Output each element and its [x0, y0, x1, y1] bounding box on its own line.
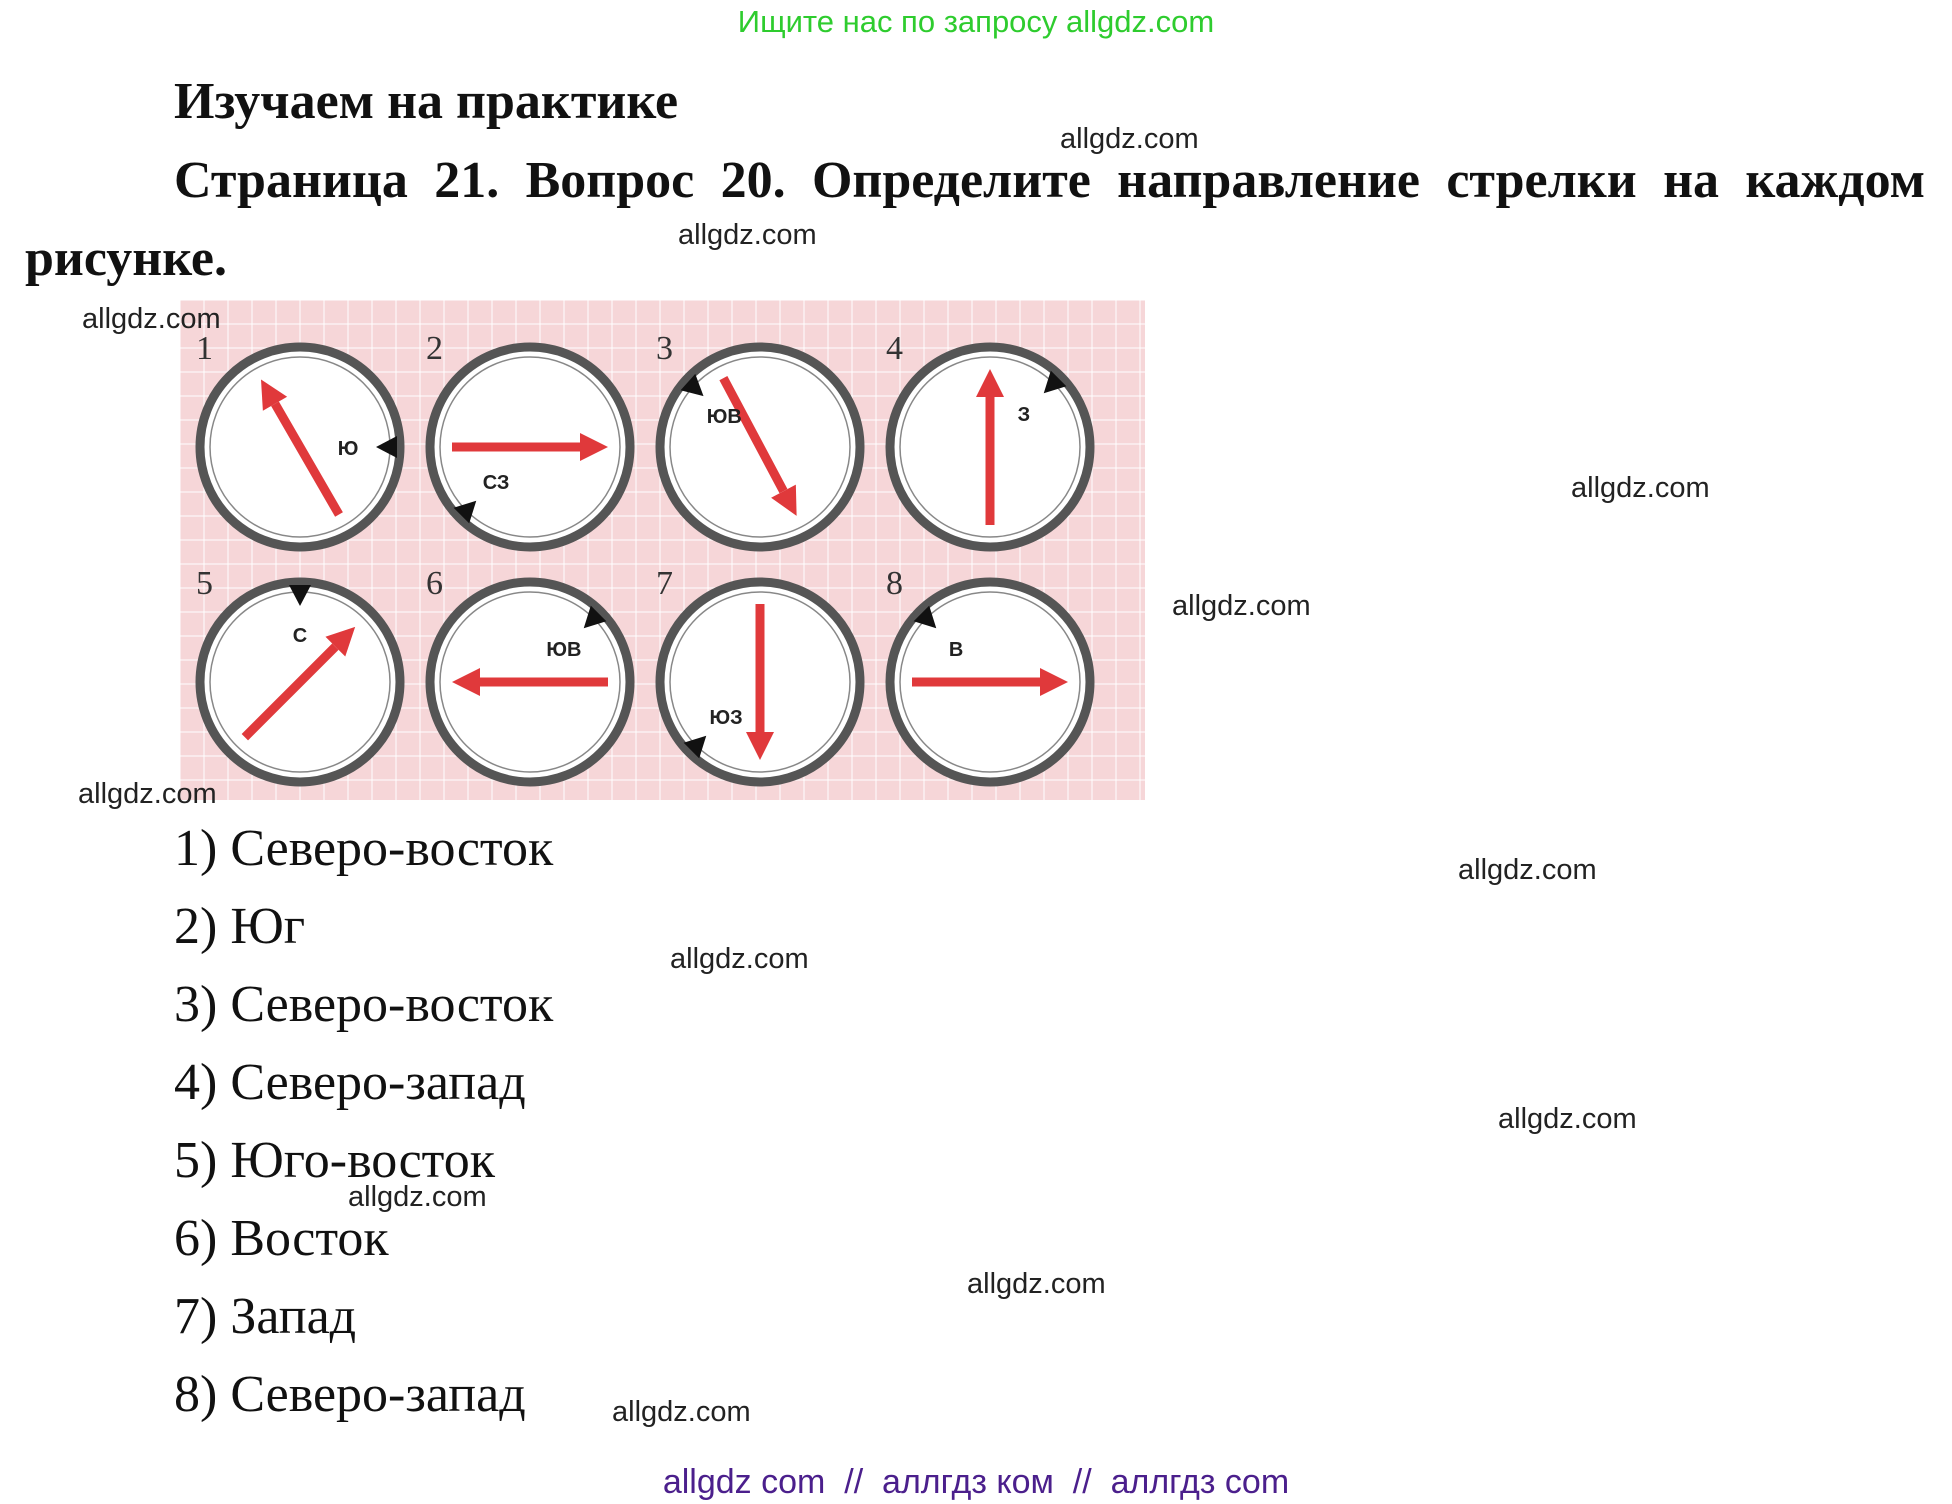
watermark-text: allgdz.com: [612, 1396, 751, 1428]
answer-item: 3) Северо-восток: [174, 976, 554, 1033]
compass-number: 6: [426, 565, 443, 602]
compass-label: С: [292, 625, 308, 647]
watermark-text: allgdz.com: [678, 219, 817, 251]
top-banner-link[interactable]: Ищите нас по запросу allgdz.com: [737, 4, 1215, 39]
watermark-text: allgdz.com: [82, 303, 221, 335]
answer-item: 6) Восток: [174, 1210, 389, 1267]
compass-number: 1: [196, 330, 213, 367]
compass-label: В: [948, 639, 964, 662]
compass-label: З: [1017, 404, 1031, 427]
compass-number: 2: [426, 330, 443, 367]
question-text: Страница 21. Вопрос 20. Определите направление стрелки на каждом рисунке.: [25, 152, 1925, 287]
watermark-text: allgdz.com: [1060, 123, 1199, 155]
answer-item: 8) Северо-запад: [174, 1366, 526, 1423]
compass-label: ЮВ: [706, 405, 742, 428]
compass-number: 8: [886, 565, 903, 602]
compass-number: 5: [196, 565, 213, 602]
compass-label: ЮЗ: [709, 706, 743, 729]
watermark-text: allgdz.com: [78, 778, 217, 810]
compass-number: 3: [656, 330, 673, 367]
compass-grid-svg: [180, 300, 1145, 800]
answer-item: 2) Юг: [174, 898, 306, 955]
compass-number: 4: [886, 330, 903, 367]
compass-label: Ю: [337, 438, 359, 460]
compass-number: 7: [656, 565, 673, 602]
watermark-text: allgdz.com: [967, 1268, 1106, 1300]
answer-item: 5) Юго-восток: [174, 1132, 495, 1189]
section-heading: Изучаем на практике: [174, 73, 679, 130]
watermark-text: allgdz.com: [1458, 854, 1597, 886]
answer-list: [174, 810, 553, 1434]
watermark-text: allgdz.com: [1571, 472, 1710, 504]
compass-label: ЮВ: [546, 639, 582, 662]
compass-label: СЗ: [482, 471, 510, 494]
footer-links[interactable]: allgdz com // аллгдз ком // аллгдз com: [662, 1463, 1290, 1501]
answer-item: 4) Северо-запад: [174, 1054, 526, 1111]
compass-figure: [180, 300, 1145, 800]
answer-item: 1) Северо-восток: [174, 820, 554, 877]
answer-item: 7) Запад: [174, 1288, 357, 1345]
watermark-text: allgdz.com: [1172, 590, 1311, 622]
watermark-text: allgdz.com: [348, 1181, 487, 1213]
watermark-text: allgdz.com: [1498, 1103, 1637, 1135]
watermark-text: allgdz.com: [670, 943, 809, 975]
